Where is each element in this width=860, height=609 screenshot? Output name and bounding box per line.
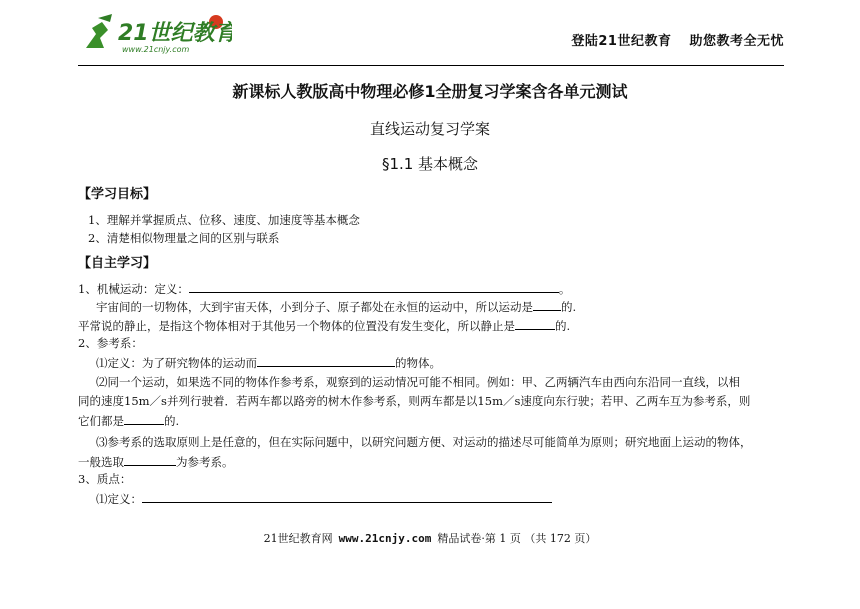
text-line (96, 354, 441, 371)
line-text: 1、机械运动：定义： (78, 282, 189, 296)
footer-site: 21世纪教育网 (263, 532, 333, 545)
text-line: 3、质点： (78, 472, 132, 486)
line-text: ⑴定义： (96, 492, 142, 506)
header-slogan (571, 30, 784, 49)
line-text: 一般选取 (78, 455, 124, 469)
fill-blank[interactable] (533, 298, 561, 311)
text-line: 2、参考系： (78, 336, 143, 350)
goals-heading: 【学习目标】 (78, 187, 157, 202)
document-subtitle: 直线运动复习学案 (369, 120, 490, 138)
line-text: 的. (555, 319, 571, 333)
text-line (96, 490, 552, 507)
fill-blank[interactable] (124, 412, 164, 425)
text-line (78, 412, 179, 429)
fill-blank[interactable] (142, 490, 552, 503)
line-text: 宇宙间的一切物体，大到宇宙天体，小到分子、原子都处在永恒的运动中，所以运动是 (96, 300, 533, 314)
line-text: 的物体。 (395, 356, 441, 370)
study-heading: 【自主学习】 (78, 256, 157, 271)
text-line (96, 298, 576, 315)
text-line: ⑵同一个运动，如果选不同的物体作参考系，观察到的运动情况可能不相同。例如：甲、乙两辆汽车由西向东沿同一直线，以相 (96, 375, 740, 389)
text-line (78, 280, 570, 297)
page-footer (0, 530, 860, 546)
section-title: §1.1 基本概念 (381, 155, 479, 173)
fill-blank[interactable] (189, 280, 559, 293)
text-line: ⑶参考系的选取原则上是任意的，但在实际问题中，以研究问题方便、对运动的描述尽可能简单为原则；研究地面上运动的物体， (96, 435, 752, 449)
header-divider (78, 65, 784, 66)
line-text: 为参考系。 (176, 455, 234, 469)
footer-page: 精品试卷·第 1 页 （共 172 页） (437, 532, 597, 545)
fill-blank[interactable] (124, 453, 176, 466)
site-logo[interactable] (82, 8, 232, 54)
line-text: 平常说的静止，是指这个物体相对于其他另一个物体的位置没有发生变化，所以静止是 (78, 319, 515, 333)
fill-blank[interactable] (257, 354, 395, 367)
fill-blank[interactable] (515, 317, 555, 330)
document-title: 新课标人教版高中物理必修1全册复习学案含各单元测试 (232, 82, 628, 101)
line-text: 它们都是 (78, 414, 124, 428)
text-line (78, 453, 234, 470)
logo-text: 21世纪教育 (118, 21, 232, 46)
slogan-right: 助您教考全无忧 (689, 34, 784, 49)
text-line (78, 317, 570, 334)
goal-item: 2、清楚相似物理量之间的区别与联系 (88, 231, 280, 245)
line-text: 。 (558, 282, 571, 296)
logo-url: www.21cnjy.com (122, 45, 190, 54)
logo-graphic (82, 8, 232, 54)
line-text: 的. (561, 300, 577, 314)
goal-item: 1、理解并掌握质点、位移、速度、加速度等基本概念 (88, 213, 360, 227)
slogan-left: 登陆21世纪教育 (571, 34, 672, 49)
footer-url[interactable]: www.21cnjy.com (338, 532, 432, 545)
line-text: 的. (164, 414, 180, 428)
text-line: 同的速度15m／s并列行驶着．若两车都以路旁的树木作参考系，则两车都是以15m／s速度向东行驶；若甲、乙两车互为参考系，则 (78, 394, 751, 408)
line-text: ⑴定义：为了研究物体的运动而 (96, 356, 257, 370)
